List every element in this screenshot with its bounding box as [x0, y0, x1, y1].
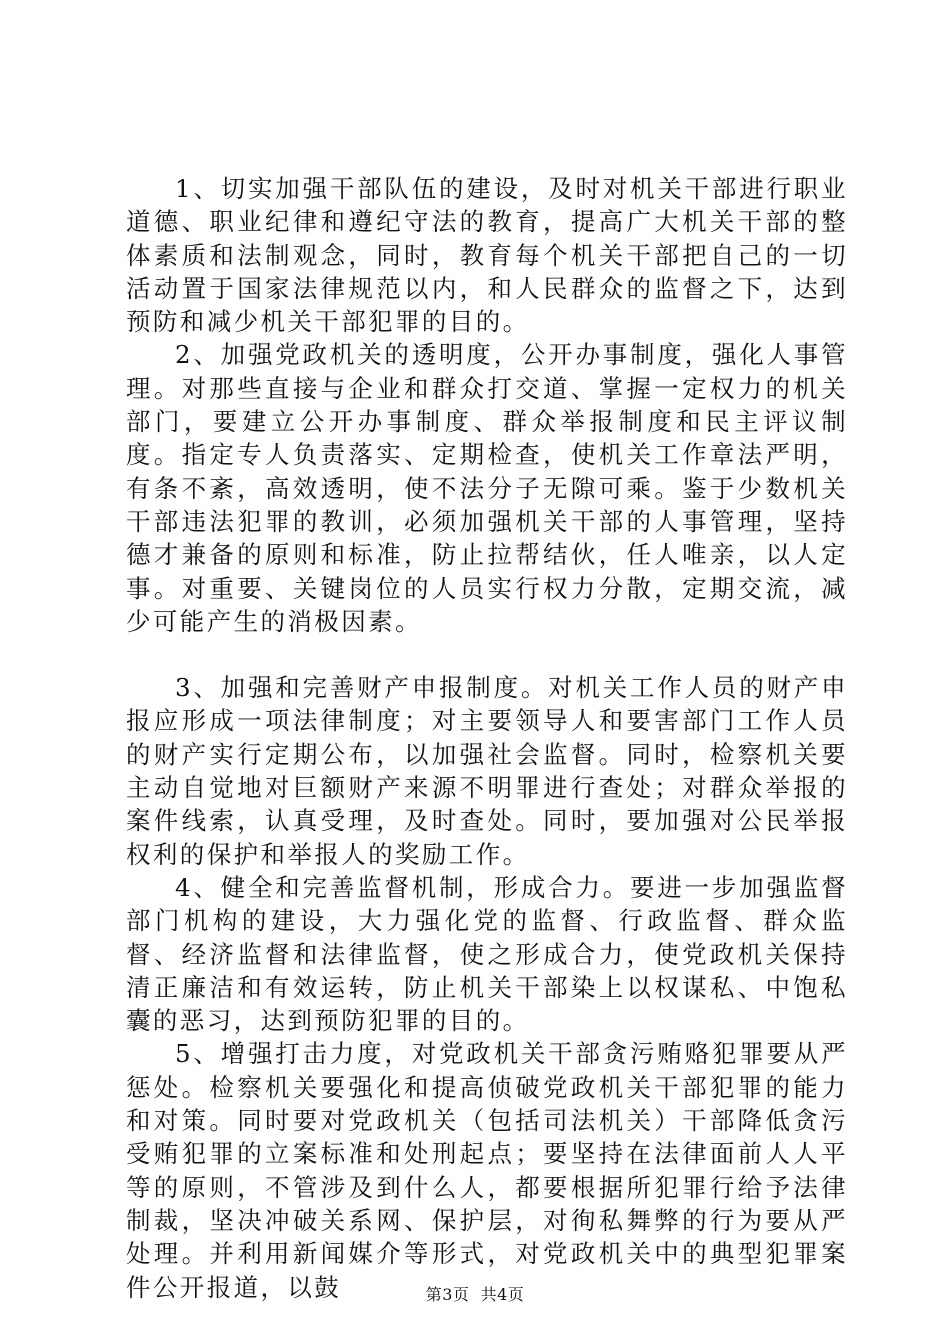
page-number-label: 第3页 共4页 — [425, 1285, 525, 1304]
paragraph-2: 2、加强党政机关的透明度，公开办事制度，强化人事管理。对那些直接与企业和群众打交道、掌握一定权力的机关部门，要建立公开办事制度、群众举报制度和民主评议制度。指定专人负责落实、定期检查，使机关工作章法严明，有条不紊，高效透明，使不法分子无隙可乘。鉴于少数机关干部违法犯罪的教训，必须加强机关干部的人事管理，坚持德才兼备的原则和标准，防止拉帮结伙，任人唯亲，以人定事。对重要、关键岗位的人员实行权力分散，定期交流，减少可能产生的消极因素。 — [126, 340, 848, 636]
paragraph-3: 3、加强和完善财产申报制度。对机关工作人员的财产申报应形成一项法律制度；对主要领导人和要害部门工作人员的财产实行定期公布，以加强社会监督。同时，检察机关要主动自觉地对巨额财产来源不明罪进行查处；对群众举报的案件线索，认真受理，及时查处。同时，要加强对公民举报权利的保护和举报人的奖励工作。 — [126, 673, 848, 869]
paragraph-gap — [126, 638, 848, 671]
document-body — [126, 172, 848, 1304]
paragraph-4: 4、健全和完善监督机制，形成合力。要进一步加强监督部门机构的建设，大力强化党的监督、行政监督、群众监督、经济监督和法律监督，使之形成合力，使党政机关保持清正廉洁和有效运转，防止机关干部染上以权谋私、中饱私囊的恶习，达到预防犯罪的目的。 — [126, 872, 848, 1036]
page-footer — [0, 1282, 950, 1305]
paragraph-1: 1、切实加强干部队伍的建设，及时对机关干部进行职业道德、职业纪律和遵纪守法的教育，提高广大机关干部的整体素质和法制观念，同时，教育每个机关干部把自己的一切活动置于国家法律规范以内，和人民群众的监督之下，达到预防和减少机关干部犯罪的目的。 — [126, 174, 848, 337]
paragraph-5: 5、增强打击力度，对党政机关干部贪污贿赂犯罪要从严惩处。检察机关要强化和提高侦破党政机关干部犯罪的能力和对策。同时要对党政机关（包括司法机关）干部降低贪污受贿犯罪的立案标准和处刑起点；要坚持在法律面前人人平等的原则，不管涉及到什么人，都要根据所犯罪行给予法律制裁，坚决冲破关系网、保护层，对徇私舞弊的行为要从严处理。并利用新闻媒介等形式，对党政机关中的典型犯罪案件公开报道，以鼓 — [126, 1039, 848, 1302]
